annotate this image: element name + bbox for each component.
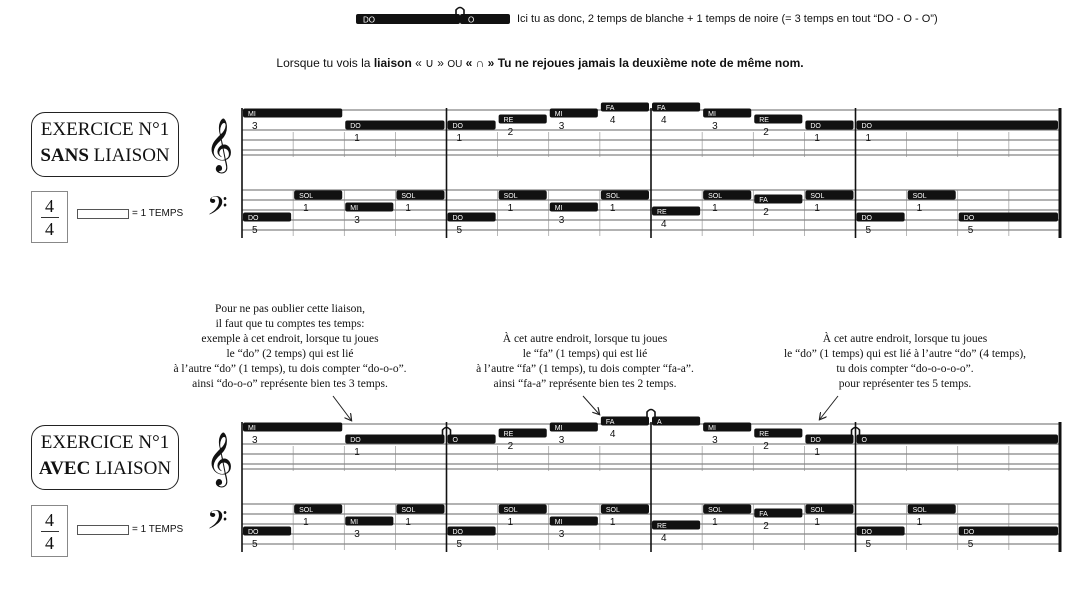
bass-note-label: MI bbox=[350, 205, 359, 212]
explanation-line: il faut que tu comptes tes temps: bbox=[215, 318, 365, 330]
explanation-line: à l’autre “fa” (1 temps), tu dois compter “fa-a”. bbox=[476, 363, 694, 375]
explanation-line: ainsi “fa-a” représente bien tes 2 temps. bbox=[493, 378, 677, 390]
bass-finger-number: 2 bbox=[763, 521, 769, 532]
treble-finger-number: 3 bbox=[712, 121, 718, 132]
bass-finger-number: 5 bbox=[967, 539, 974, 550]
bass-note-label: SOL bbox=[708, 193, 723, 200]
bass-note-label: SOL bbox=[503, 193, 518, 200]
treble-clef-icon: 𝄞 bbox=[206, 118, 234, 170]
score-system-sans-liaison bbox=[0, 0, 1080, 300]
exercise-title-bold: SANS bbox=[40, 145, 89, 166]
bass-note-label: DO bbox=[248, 215, 259, 222]
explanation-line: Pour ne pas oublier cette liaison, bbox=[214, 303, 366, 315]
bass-finger-number: 5 bbox=[252, 225, 258, 236]
bass-note-label: DO bbox=[248, 529, 259, 536]
explanation-line: tu dois compter “do-o-o-o-o”. bbox=[836, 363, 974, 375]
treble-note-label: RE bbox=[759, 431, 769, 438]
bass-finger-number: 3 bbox=[558, 215, 565, 226]
exercise-title-line1: EXERCICE N°1 bbox=[40, 119, 170, 140]
bass-finger-number: 1 bbox=[814, 203, 820, 214]
bass-finger-number: 3 bbox=[354, 529, 360, 540]
treble-note-bar bbox=[243, 423, 342, 432]
bass-finger-number: 1 bbox=[814, 517, 820, 528]
treble-note-label: RE bbox=[503, 431, 514, 438]
treble-finger-number: 3 bbox=[558, 435, 565, 446]
temps-label: = 1 TEMPS bbox=[132, 524, 184, 535]
bass-finger-number: 4 bbox=[661, 533, 667, 544]
bass-note-label: DO bbox=[452, 215, 463, 222]
treble-finger-number: 3 bbox=[558, 121, 565, 132]
exercise-title-bold: AVEC bbox=[38, 458, 91, 479]
bass-note-label: RE bbox=[657, 523, 667, 530]
explanation-line: À cet autre endroit, lorsque tu joues bbox=[822, 333, 988, 345]
bass-note-label: SOL bbox=[810, 507, 825, 514]
bass-note-label: SOL bbox=[810, 193, 825, 200]
bass-note-label: SOL bbox=[299, 507, 314, 514]
bass-finger-number: 3 bbox=[354, 215, 360, 226]
rule-sym2: « ∩ » bbox=[465, 56, 495, 70]
rule-liaison: liaison bbox=[373, 56, 412, 70]
treble-note-label: A bbox=[657, 419, 662, 426]
score-system-avec-liaison bbox=[0, 312, 1080, 608]
explanation-line: pour représenter tes 5 temps. bbox=[838, 378, 972, 390]
bass-note-label: FA bbox=[759, 511, 768, 518]
treble-note-label: FA bbox=[605, 419, 615, 426]
explanation-line: exemple à cet endroit, lorsque tu joues bbox=[201, 333, 379, 345]
treble-note-label: DO bbox=[350, 123, 361, 130]
treble-finger-number: 4 bbox=[609, 115, 616, 126]
bass-finger-number: 1 bbox=[303, 203, 309, 214]
bass-finger-number: 1 bbox=[507, 517, 514, 528]
treble-finger-number: 4 bbox=[661, 115, 667, 126]
time-signature-top: 4 bbox=[45, 510, 54, 530]
temps-label: = 1 TEMPS bbox=[132, 208, 184, 219]
treble-finger-number: 1 bbox=[354, 447, 360, 458]
treble-finger-number: 3 bbox=[252, 121, 258, 132]
bass-note-label: SOL bbox=[401, 507, 416, 514]
bass-note-label: DO bbox=[963, 529, 975, 536]
bass-finger-number: 5 bbox=[865, 225, 872, 236]
bass-finger-number: 1 bbox=[712, 517, 718, 528]
treble-note-label: MI bbox=[708, 111, 716, 118]
time-signature-bottom: 4 bbox=[45, 219, 54, 239]
treble-note-label: DO bbox=[350, 437, 361, 444]
bass-finger-number: 3 bbox=[558, 529, 565, 540]
explanation-line: le “do” (1 temps) qui est lié à l’autre “do” (4 temps), bbox=[783, 348, 1027, 360]
treble-note-label: MI bbox=[708, 425, 716, 432]
time-signature-bottom: 4 bbox=[45, 533, 54, 553]
bass-finger-number: 1 bbox=[609, 203, 616, 214]
treble-note-bar bbox=[857, 121, 1059, 130]
treble-finger-number: 2 bbox=[507, 441, 514, 452]
bass-note-label: RE bbox=[657, 209, 667, 216]
legend-note-2: O bbox=[468, 15, 475, 25]
treble-note-label: DO bbox=[861, 123, 872, 130]
treble-note-label: RE bbox=[759, 117, 769, 124]
rule-part2: Tu ne rejoues jamais la deuxième note de même nom. bbox=[497, 56, 804, 70]
treble-finger-number: 1 bbox=[814, 447, 820, 458]
bass-note-label: SOL bbox=[299, 193, 314, 200]
rule-ou: OU bbox=[447, 59, 463, 70]
bass-note-label: SOL bbox=[401, 193, 416, 200]
treble-finger-number: 3 bbox=[712, 435, 718, 446]
treble-note-label: O bbox=[452, 437, 458, 444]
bass-note-label: DO bbox=[452, 529, 463, 536]
rule-sym1: « ∪ » bbox=[415, 56, 444, 70]
treble-note-label: DO bbox=[810, 123, 821, 130]
score-group bbox=[206, 410, 1060, 553]
bass-finger-number: 1 bbox=[507, 203, 514, 214]
bass-clef-icon: 𝄢 bbox=[207, 191, 228, 227]
explanation-line: le “fa” (1 temps) qui est lié bbox=[522, 348, 648, 360]
treble-note-label: O bbox=[861, 437, 867, 444]
bass-finger-number: 1 bbox=[916, 203, 923, 214]
bass-finger-number: 1 bbox=[405, 517, 411, 528]
treble-note-label: RE bbox=[503, 117, 514, 124]
bass-finger-number: 4 bbox=[661, 219, 667, 230]
score-group bbox=[206, 103, 1060, 239]
explanation-line: ainsi “do-o-o” représente bien tes 3 temps. bbox=[192, 378, 388, 390]
treble-finger-number: 1 bbox=[354, 133, 360, 144]
treble-note-label: MI bbox=[248, 425, 256, 432]
treble-note-label: DO bbox=[810, 437, 821, 444]
bass-finger-number: 1 bbox=[916, 517, 923, 528]
treble-finger-number: 2 bbox=[763, 441, 769, 452]
rule-part1: Lorsque tu vois la bbox=[276, 56, 371, 70]
bass-note-label: SOL bbox=[605, 193, 620, 200]
treble-note-label: DO bbox=[452, 123, 463, 130]
time-signature-top: 4 bbox=[45, 196, 54, 216]
treble-note-label: MI bbox=[248, 111, 256, 118]
bass-note-label: DO bbox=[861, 215, 872, 222]
bass-note-label: DO bbox=[963, 215, 975, 222]
bass-note-label: MI bbox=[350, 519, 359, 526]
treble-finger-number: 1 bbox=[456, 133, 463, 144]
bass-clef-icon: 𝄢 bbox=[207, 505, 228, 541]
exercise-title-rest: LIAISON bbox=[95, 458, 172, 479]
bass-finger-number: 5 bbox=[456, 225, 463, 236]
treble-finger-number: 1 bbox=[814, 133, 820, 144]
bass-finger-number: 5 bbox=[252, 539, 258, 550]
treble-note-label: MI bbox=[554, 425, 563, 432]
treble-note-label: MI bbox=[554, 111, 563, 118]
bass-finger-number: 1 bbox=[405, 203, 411, 214]
explanation-line: À cet autre endroit, lorsque tu joues bbox=[502, 333, 668, 345]
treble-note-bar bbox=[857, 435, 1059, 444]
explanation-line: à l’autre “do” (1 temps), tu dois compter “do-o-o”. bbox=[173, 363, 407, 375]
bass-note-label: SOL bbox=[503, 507, 518, 514]
explanation-line: le “do” (2 temps) qui est lié bbox=[226, 348, 354, 360]
bass-finger-number: 5 bbox=[967, 225, 974, 236]
legend-text: Ici tu as donc, 2 temps de blanche + 1 temps de noire (= 3 temps en tout “DO - O - O”) bbox=[517, 13, 938, 25]
bass-note-label: MI bbox=[554, 519, 563, 526]
treble-finger-number: 3 bbox=[252, 435, 258, 446]
bass-note-label: SOL bbox=[912, 193, 927, 200]
treble-finger-number: 4 bbox=[609, 429, 616, 440]
bass-finger-number: 1 bbox=[303, 517, 309, 528]
treble-note-label: FA bbox=[657, 105, 666, 112]
bass-finger-number: 1 bbox=[609, 517, 616, 528]
bass-finger-number: 5 bbox=[865, 539, 872, 550]
legend-note-1: DO bbox=[363, 15, 375, 25]
bass-note-label: SOL bbox=[708, 507, 723, 514]
bass-note-label: MI bbox=[554, 205, 563, 212]
bass-note-label: SOL bbox=[912, 507, 927, 514]
bass-note-label: FA bbox=[759, 197, 768, 204]
treble-finger-number: 1 bbox=[865, 133, 872, 144]
bass-finger-number: 5 bbox=[456, 539, 463, 550]
bass-note-label: DO bbox=[861, 529, 872, 536]
treble-clef-icon: 𝄞 bbox=[206, 432, 234, 484]
bass-finger-number: 1 bbox=[712, 203, 718, 214]
exercise-title-line1: EXERCICE N°1 bbox=[40, 432, 170, 453]
bass-finger-number: 2 bbox=[763, 207, 769, 218]
exercise-title-rest: LIAISON bbox=[93, 145, 170, 166]
treble-note-label: FA bbox=[605, 105, 615, 112]
treble-finger-number: 2 bbox=[763, 127, 769, 138]
bass-note-label: SOL bbox=[605, 507, 620, 514]
treble-finger-number: 2 bbox=[507, 127, 514, 138]
treble-note-bar bbox=[243, 109, 342, 118]
